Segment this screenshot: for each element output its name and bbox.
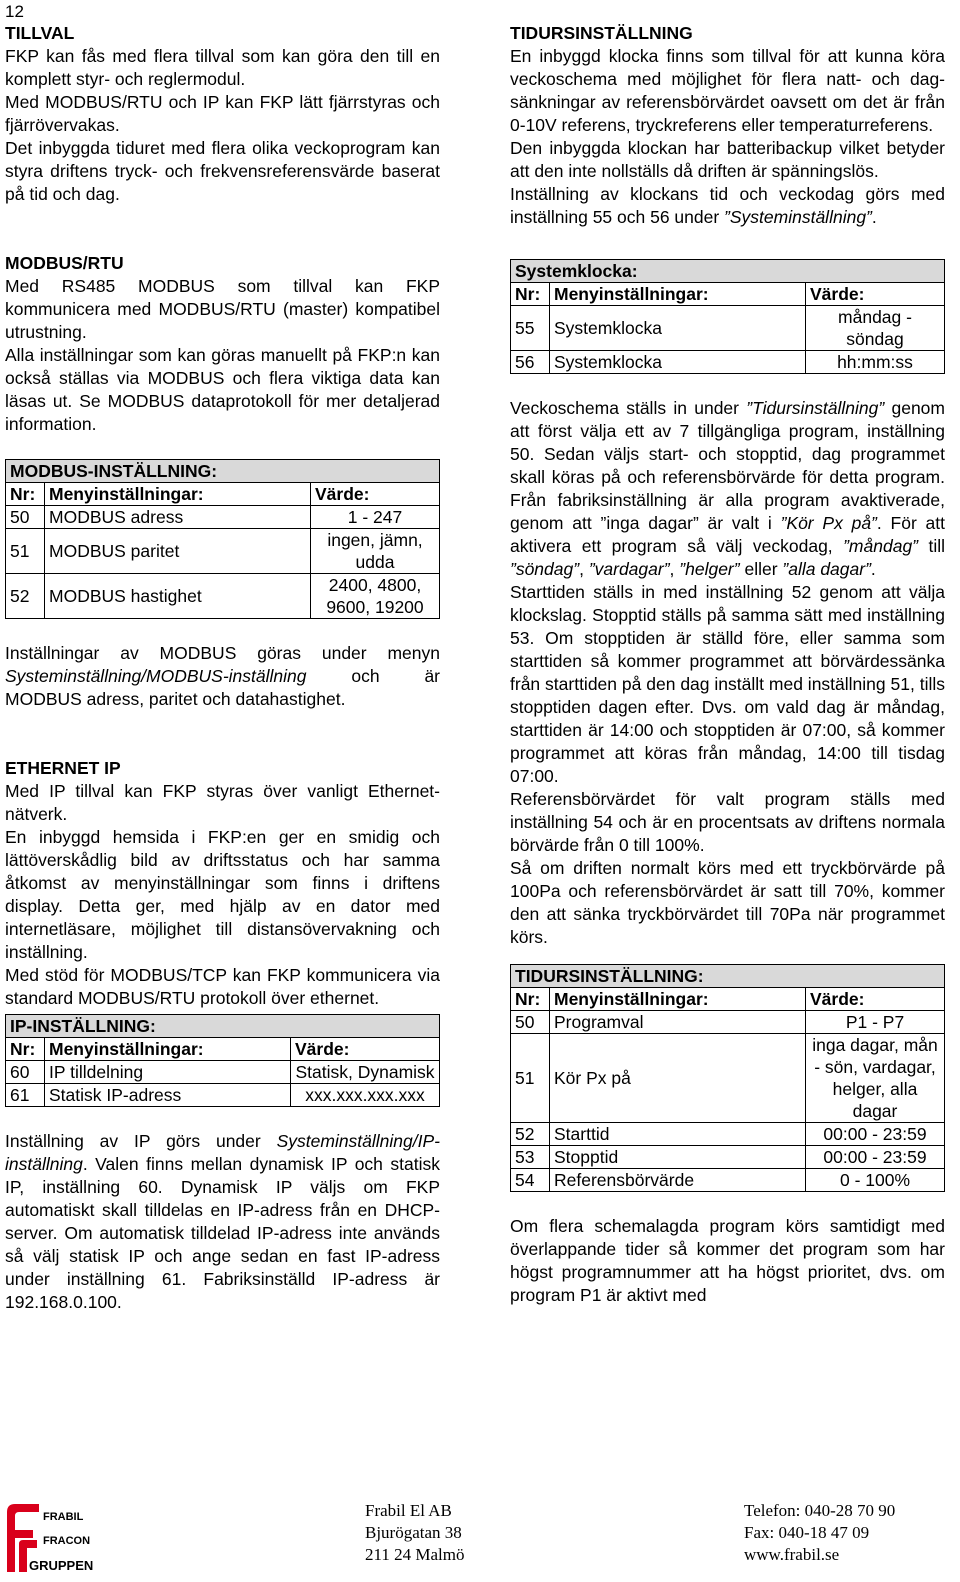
tidur-settings-table [510, 964, 945, 1192]
row-name: Programval [550, 1011, 806, 1034]
modbus-heading: MODBUS/RTU [5, 253, 124, 273]
row-nr: 53 [511, 1146, 550, 1169]
row-nr: 60 [6, 1061, 45, 1084]
row-nr: 50 [6, 506, 45, 529]
modbus-menu-note: Inställningar av MODBUS göras under menyn Systeminställning/MODBUS-inställning och är MODBUS adress, paritet och datahastighet. [5, 643, 440, 709]
row-value: Statisk, Dynamisk [291, 1061, 440, 1084]
row-name: MODBUS adress [45, 506, 311, 529]
svg-text:FRABIL: FRABIL [43, 1511, 84, 1523]
ethernet-heading: ETHERNET IP [5, 758, 121, 778]
schedule-paragraph-1: Veckoschema ställs in under ”Tidursinställning” genom att först välja ett av 7 tillgängliga program, inställning 50. Sedan väljs start- och stopptid, dag programmet skall köras på och referensbörvärde för detta program. Från fabriksinställning är alla program avaktiverade, genom att ”inga dagar” är valt i ”Kör Px på”. För att aktivera ett program så välj veckodag, ”måndag” till ”söndag”, ”vardagar”, ”helger” eller ”alla dagar”. [510, 398, 946, 579]
col-header-menu: Menyinställningar: [550, 988, 806, 1011]
row-value: måndag - söndag [806, 306, 945, 351]
table-row [6, 529, 440, 574]
right-column [510, 0, 945, 1307]
row-name: IP tilldelning [45, 1061, 291, 1084]
schedule-paragraph-3: Referensbörvärdet för valt program ställs med inställning 54 och är en procentsats av driftens normala börvärde från 0 till 100%. [510, 789, 945, 855]
table-title: IP-INSTÄLLNING: [6, 1015, 440, 1038]
schedule-paragraph-2: Starttiden ställs in med inställning 52 genom att välja klockslag. Stopptid ställs på samma sätt med inställning 53. Om stopptiden är ställd före, eller samma som starttiden så kommer programmet att börvärdessänka från starttiden på den dag inställt med inställning 51, tills stopptiden dagen efter. Dvs. om vald dag är måndag, starttiden är 14:00 och stopptiden är 07:00, så kommer programmet att köras från måndag, 14:00 till tisdag 07:00. [510, 582, 945, 786]
company-contact [744, 1500, 895, 1566]
left-column [5, 0, 440, 1314]
ip-menu-note: Inställning av IP görs under Systeminställning/IP-inställning. Valen finns mellan dynamisk IP och statisk IP, inställning 60. Dynamisk IP väljs om FKP automatiskt skall tilldelas en IP-adress från en DHCP-server. Om automatisk tilldelad IP-adress inte används så välj statisk IP och ange sedan en fast IP-adress under inställning 61. Fabriksinställd IP-adress är 192.168.0.100. [5, 1131, 440, 1312]
row-nr: 50 [511, 1011, 550, 1034]
fax-number: Fax: 040-18 47 09 [744, 1523, 870, 1542]
table-row [511, 1011, 945, 1034]
table-row [6, 506, 440, 529]
table-row [511, 351, 945, 374]
row-nr: 54 [511, 1169, 550, 1192]
company-address [365, 1500, 464, 1566]
tidur-paragraph-1: En inbyggd klocka finns som tillval för att kunna köra veckoschema med möjlighet för flera natt- och dag-sänkningar av referensbörvärdet oavsett om det är från 0-10V referens, tryckreferens eller temperaturreferens. [510, 46, 945, 135]
col-header-menu: Menyinställningar: [45, 483, 311, 506]
col-header-value: Värde: [806, 988, 945, 1011]
table-title: TIDURSINSTÄLLNING: [511, 965, 945, 988]
priority-paragraph: Om flera schemalagda program körs samtidigt med överlappande tider så kommer det program som har högst programnummer att ha högst prioritet, dvs. om program P1 är aktivt med [510, 1216, 945, 1305]
row-nr: 52 [511, 1123, 550, 1146]
table-row [511, 1034, 945, 1123]
col-header-value: Värde: [311, 483, 440, 506]
row-value: P1 - P7 [806, 1011, 945, 1034]
modbus-settings-table [5, 459, 440, 619]
row-name: Stopptid [550, 1146, 806, 1169]
row-name: Statisk IP-adress [45, 1084, 291, 1107]
tillval-paragraph-2: Med MODBUS/RTU och IP kan FKP lätt fjärrstyras och fjärrövervakas. [5, 92, 440, 135]
col-header-nr: Nr: [6, 1038, 45, 1061]
page-number: 12 [5, 2, 24, 21]
col-header-nr: Nr: [6, 483, 45, 506]
ethernet-paragraph-2: En inbyggd hemsida i FKP:en ger en smidig och lättöverskådlig bild av driftsstatus och har samma åtkomst av menyinställningar som finns i driftens display. Detta ger, med hjälp av en dator med internetläsare, möjlighet till distansövervakning och inställning. [5, 827, 440, 962]
frabil-fracon-logo [5, 1500, 105, 1576]
table-row [511, 1169, 945, 1192]
table-row [6, 1084, 440, 1107]
col-header-menu: Menyinställningar: [550, 283, 806, 306]
row-value: ingen, jämn, udda [311, 529, 440, 574]
row-name: Referensbörvärde [550, 1169, 806, 1192]
table-row [511, 1123, 945, 1146]
row-value: 1 - 247 [311, 506, 440, 529]
row-name: MODBUS hastighet [45, 574, 311, 619]
ethernet-paragraph-1: Med IP tillval kan FKP styras över vanligt Ethernet-nätverk. [5, 781, 440, 824]
table-row [511, 1146, 945, 1169]
row-name: Kör Px på [550, 1034, 806, 1123]
street-address: Bjurögatan 38 [365, 1523, 462, 1542]
row-value: 00:00 - 23:59 [806, 1146, 945, 1169]
table-row [511, 306, 945, 351]
row-nr: 52 [6, 574, 45, 619]
schedule-paragraph-4: Så om driften normalt körs med ett tryckbörvärde på 100Pa och referensbörvärdet är satt till 70%, kommer den att sänka tryckbörvärdet till 70Pa när programmet körs. [510, 858, 945, 947]
svg-text:GRUPPEN: GRUPPEN [29, 1558, 94, 1573]
row-value: inga dagar, mån - sön, vardagar, helger, alla dagar [806, 1034, 945, 1123]
row-value: 00:00 - 23:59 [806, 1123, 945, 1146]
row-nr: 51 [511, 1034, 550, 1123]
ethernet-paragraph-3: Med stöd för MODBUS/TCP kan FKP kommunicera via standard MODBUS/RTU protokoll över ethernet. [5, 965, 440, 1008]
modbus-paragraph-2: Alla inställningar som kan göras manuellt på FKP:n kan också ställas via MODBUS och flera viktiga data kan läsas ut. Se MODBUS dataprotokoll för mer detaljerad information. [5, 345, 440, 434]
row-nr: 56 [511, 351, 550, 374]
tillval-paragraph-1: FKP kan fås med flera tillval som kan göra den till en komplett styr- och reglermodul. [5, 46, 440, 89]
company-name: Frabil El AB [365, 1501, 452, 1520]
system-clock-table [510, 259, 945, 374]
modbus-paragraph-1: Med RS485 MODBUS som tillval kan FKP kommunicera med MODBUS/RTU (master) kompatibel utrustning. [5, 276, 440, 342]
tidur-paragraph-3: Inställning av klockans tid och veckodag görs med inställning 55 och 56 under ”Systeminställning”. [510, 184, 945, 227]
table-title: MODBUS-INSTÄLLNING: [6, 460, 440, 483]
tillval-heading: TILLVAL [5, 23, 75, 43]
tidur-heading: TIDURSINSTÄLLNING [510, 23, 693, 43]
city-address: 211 24 Malmö [365, 1545, 465, 1564]
col-header-value: Värde: [806, 283, 945, 306]
row-nr: 61 [6, 1084, 45, 1107]
row-value: hh:mm:ss [806, 351, 945, 374]
row-value: 0 - 100% [806, 1169, 945, 1192]
row-nr: 55 [511, 306, 550, 351]
tillval-paragraph-3: Det inbyggda tiduret med flera olika veckoprogram kan styra driftens tryck- och frekvensreferensvärde baserat på tid och dag. [5, 138, 440, 204]
website-link[interactable]: www.frabil.se [744, 1545, 840, 1564]
row-name: MODBUS paritet [45, 529, 311, 574]
frabil-logo-icon [5, 1500, 105, 1576]
svg-text:FRACON: FRACON [43, 1535, 91, 1547]
table-title: Systemklocka: [511, 260, 945, 283]
col-header-menu: Menyinställningar: [45, 1038, 291, 1061]
col-header-nr: Nr: [511, 283, 550, 306]
table-row [6, 574, 440, 619]
row-name: Starttid [550, 1123, 806, 1146]
tidur-paragraph-2: Den inbyggda klockan har batteribackup vilket betyder att den inte nollställs då driften är spänningslös. [510, 138, 945, 181]
row-nr: 51 [6, 529, 45, 574]
row-value: 2400, 4800, 9600, 19200 [311, 574, 440, 619]
phone-number: Telefon: 040-28 70 90 [744, 1501, 896, 1520]
row-name: Systemklocka [550, 306, 806, 351]
page-footer [0, 1498, 960, 1582]
ip-settings-table [5, 1014, 440, 1107]
col-header-value: Värde: [291, 1038, 440, 1061]
table-row [6, 1061, 440, 1084]
row-name: Systemklocka [550, 351, 806, 374]
row-value: xxx.xxx.xxx.xxx [291, 1084, 440, 1107]
col-header-nr: Nr: [511, 988, 550, 1011]
